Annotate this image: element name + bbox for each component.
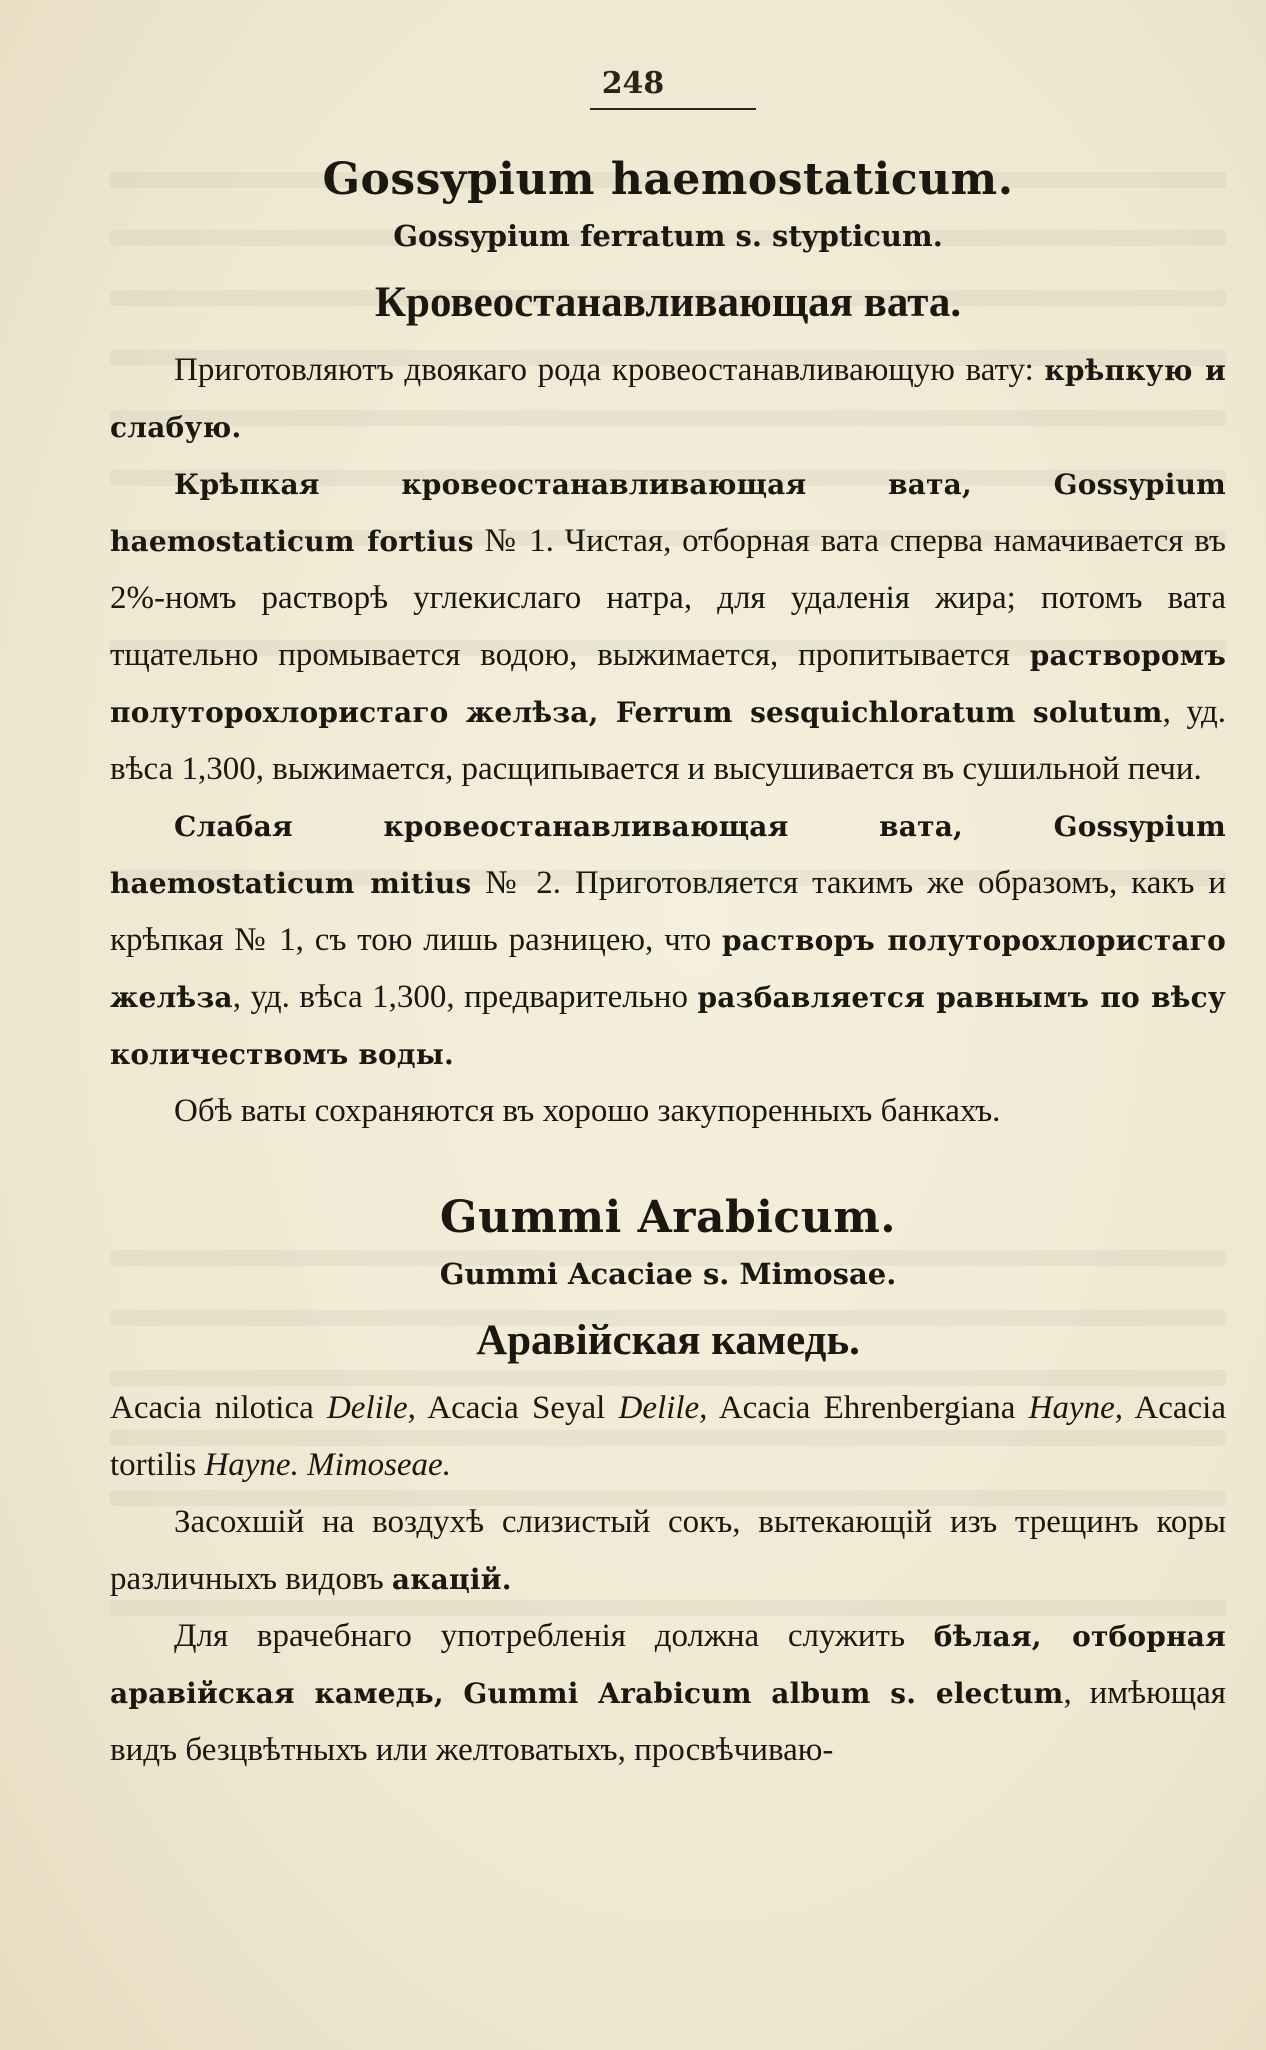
text: Для врачебнаго употребленія должна служить xyxy=(174,1618,934,1654)
section-synonym-latin: Gossypium ferratum s. stypticum. xyxy=(393,219,943,253)
section-title-russian: Кровеостанавливающая вата. xyxy=(374,279,962,326)
text: Acacia Ehrenbergiana xyxy=(707,1390,1029,1426)
author-name: Delile, xyxy=(618,1390,708,1426)
text: Acacia tortilis xyxy=(110,1390,1226,1483)
paragraph xyxy=(110,456,1226,798)
page-content xyxy=(110,150,1226,1779)
author-name: Hayne, xyxy=(1028,1390,1123,1426)
bold-text: Слабая кровеостанавливающая вата, Gossypium haemostaticum mitius xyxy=(110,810,1226,900)
plant-family: Mimoseae. xyxy=(307,1447,451,1483)
section-title-latin: Gossypium haemostaticum. xyxy=(322,154,1014,205)
text: Acacia Seyal xyxy=(415,1390,619,1426)
source-plants xyxy=(110,1380,1226,1494)
bold-text: растворомъ полуторохлористаго желѣза, Ferrum sesquichloratum solutum xyxy=(110,639,1226,729)
paragraph xyxy=(110,798,1226,1083)
paragraph: Обѣ ваты сохраняются въ хорошо закупоренныхъ банкахъ. xyxy=(174,1093,1001,1129)
page-number: 248 xyxy=(601,66,665,101)
bold-text: растворъ полуторохлористаго желѣза xyxy=(110,924,1226,1014)
text: , уд. вѣса 1,300, выжимается, расщипывается и высушивается въ сушильной печи. xyxy=(110,694,1226,787)
section-title-russian: Аравійская камедь. xyxy=(476,1317,860,1364)
text: Засохшій на воздухѣ слизистый сокъ, вытекающій изъ трещинъ коры различныхъ видовъ xyxy=(110,1504,1226,1597)
text: , уд. вѣса 1,300, предварительно xyxy=(232,979,698,1015)
paragraph xyxy=(110,1608,1226,1779)
bold-text: Крѣпкая кровеостанавливающая вата, Gossypium haemostaticum fortius xyxy=(110,468,1226,558)
text: Acacia nilotica xyxy=(110,1390,327,1426)
text: № 1. Чистая, отборная вата сперва намачивается въ 2%-номъ растворѣ углекислаго натра, для удаленія жира; потомъ вата тщательно промывается водою, выжимается, пропитывается xyxy=(110,523,1226,673)
author-name: Delile, xyxy=(326,1390,416,1426)
page-number-rule xyxy=(590,108,756,110)
text: , имѣющая видъ безцвѣтныхъ или желтоватыхъ, просвѣчиваю- xyxy=(110,1675,1226,1768)
bold-text: разбавляется равнымъ по вѣсу количествомъ воды. xyxy=(110,981,1226,1071)
section-synonym-latin: Gummi Acaciae s. Mimosae. xyxy=(439,1257,897,1291)
text: Приготовляютъ двоякаго рода кровеостанавливающую вату: xyxy=(174,352,1045,388)
bold-text: акацій. xyxy=(391,1563,512,1596)
author-name: Hayne. xyxy=(204,1447,299,1483)
section-title-latin: Gummi Arabicum. xyxy=(439,1192,897,1243)
paragraph xyxy=(110,1494,1226,1608)
paragraph xyxy=(110,342,1226,456)
bold-text: крѣпкую и слабую. xyxy=(110,354,1226,444)
bold-text: бѣлая, отборная аравійская камедь, Gummi Arabicum album s. electum xyxy=(110,1620,1226,1710)
text: № 2. Приготовляется такимъ же образомъ, какъ и крѣпкая № 1, съ тою лишь разницею, что xyxy=(110,865,1226,958)
